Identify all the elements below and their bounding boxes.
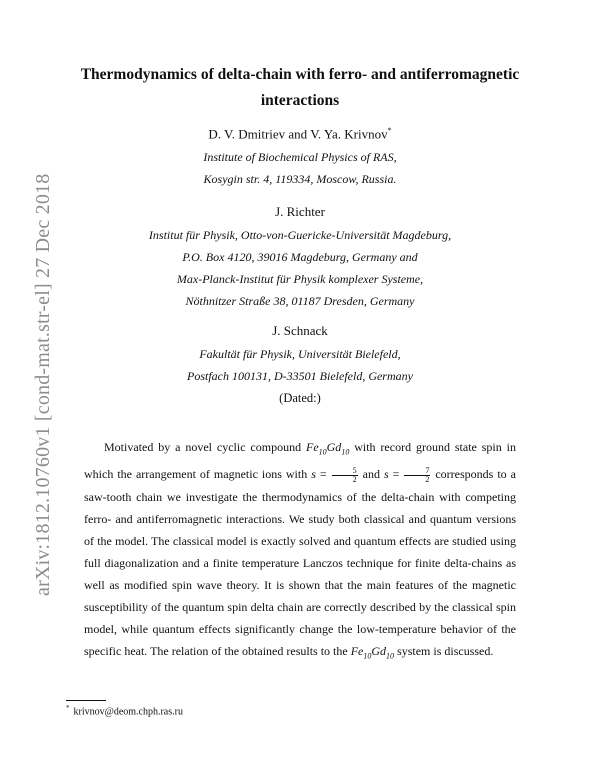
element-gd: Gd bbox=[371, 644, 387, 659]
author-footnote-mark: * bbox=[387, 126, 392, 135]
equals-sign-2: = bbox=[388, 467, 404, 482]
equals-sign-1: = bbox=[315, 467, 331, 482]
abstract bbox=[84, 436, 516, 668]
spin-variable-1: s bbox=[311, 467, 316, 482]
affiliation-1-line-1: Institute of Biochemical Physics of RAS, bbox=[203, 150, 397, 164]
affiliation-2-line-3: Max-Planck-Institut für Physik komplexer Systeme, bbox=[176, 272, 424, 286]
abstract-text-2: with record ground state spin in which the arrangement of magnetic ions with bbox=[84, 440, 516, 482]
abstract-paragraph bbox=[84, 436, 516, 668]
author-group-1 bbox=[60, 126, 540, 142]
abstract-text-3: and bbox=[358, 467, 384, 482]
fraction-seven-halves bbox=[404, 467, 430, 484]
abstract-text-1: Motivated by a novel cyclic compound bbox=[104, 440, 306, 454]
element-fe: Fe bbox=[305, 440, 319, 454]
affiliation-3-line-2: Postfach 100131, D-33501 Bielefeld, Germany bbox=[187, 369, 413, 383]
element-gd: Gd bbox=[326, 440, 342, 454]
gd-subscript: 10 bbox=[386, 651, 395, 661]
abstract-text-4: corresponds to a saw-tooth chain we investigate the thermodynamics of the delta-chain with competing ferro- and antiferromagnetic interactions. We study both classical and quantum versions of the model. The classical model is exactly solved and quantum effects are studied using full diagonalization and a finite temperature Lanczos technique for finite delta-chains as well as modified spin wave theory. It is shown that the main features of the magnetic susceptibility of the quantum spin delta chain are correctly described by the classical spin model, while quantum effects significantly change the low-temperature behavior of the specific heat. The relation of the obtained results to the bbox=[84, 467, 516, 659]
element-fe: Fe bbox=[350, 644, 364, 659]
dated-line: (Dated:) bbox=[279, 391, 321, 405]
fraction-numerator: 7 bbox=[404, 467, 430, 476]
author-group-3: J. Schnack bbox=[272, 323, 328, 338]
title-line-1: Thermodynamics of delta-chain with ferro- and antiferromagnetic bbox=[80, 66, 520, 83]
spin-variable-2: s bbox=[383, 467, 389, 482]
fraction-numerator: 5 bbox=[332, 467, 358, 476]
footnote bbox=[66, 704, 183, 717]
arxiv-identifier: arXiv:1812.10760v1 [cond-mat.str-el] 27 Dec 2018 bbox=[32, 173, 54, 596]
affiliation-1-line-2: Kosygin str. 4, 119334, Moscow, Russia. bbox=[203, 172, 397, 186]
gd-subscript: 10 bbox=[341, 447, 350, 457]
footnote-mark: * bbox=[66, 704, 70, 712]
author-group-2: J. Richter bbox=[275, 204, 325, 219]
author-names-1: D. V. Dmitriev and V. Ya. Krivnov bbox=[208, 126, 388, 142]
affiliation-2-line-4: Nöthnitzer Straße 38, 01187 Dresden, Germany bbox=[185, 294, 415, 308]
fe-subscript: 10 bbox=[318, 447, 327, 457]
formula-fe10gd10-2 bbox=[350, 644, 395, 661]
fraction-denominator: 2 bbox=[425, 475, 430, 485]
paper-title bbox=[60, 62, 540, 114]
fraction-denominator: 2 bbox=[352, 475, 357, 485]
fe-subscript: 10 bbox=[363, 651, 372, 661]
affiliation-3-line-1: Fakultät für Physik, Universität Bielefeld, bbox=[199, 347, 401, 361]
formula-fe10gd10 bbox=[305, 440, 350, 457]
affiliation-2-line-2: P.O. Box 4120, 39016 Magdeburg, Germany and bbox=[182, 250, 418, 264]
footnote-rule bbox=[66, 700, 106, 701]
title-line-2: interactions bbox=[260, 92, 340, 109]
affiliation-2-line-1: Institut für Physik, Otto-von-Guericke-Universität Magdeburg, bbox=[148, 228, 452, 242]
fraction-five-halves bbox=[332, 467, 358, 484]
footnote-email[interactable]: krivnov@deom.chph.ras.ru bbox=[73, 706, 183, 718]
abstract-text-5: system is discussed. bbox=[394, 644, 494, 659]
